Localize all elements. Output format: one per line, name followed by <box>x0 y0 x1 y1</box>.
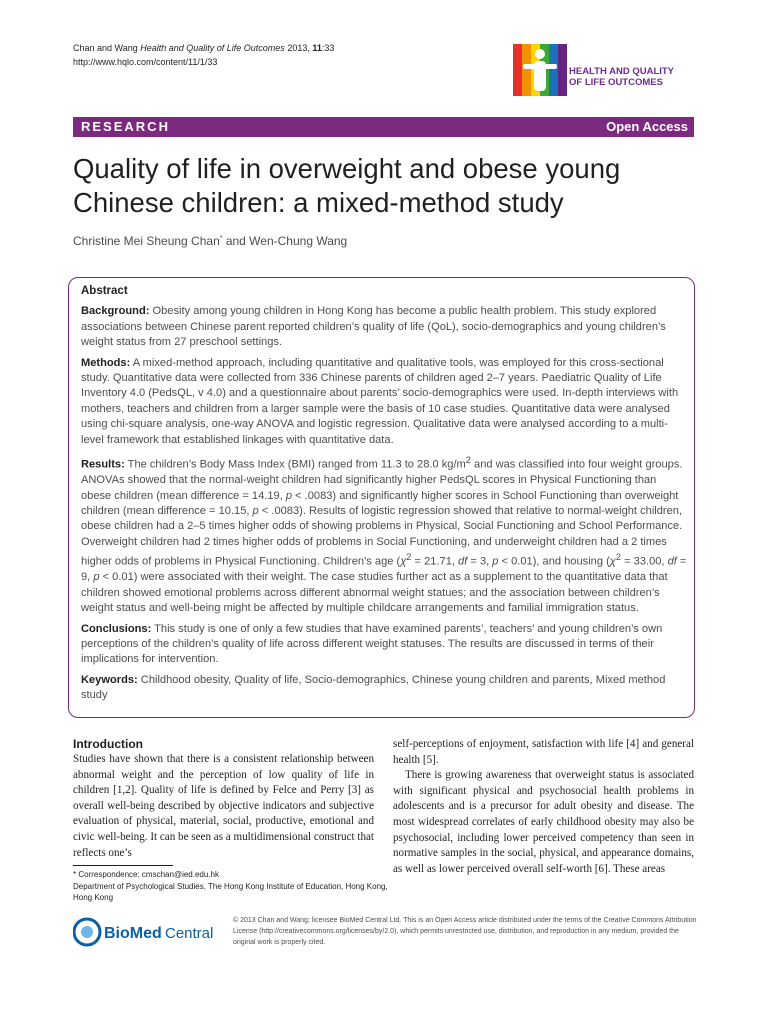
results-df-1: df <box>458 555 468 568</box>
results-p-3: p <box>492 555 499 568</box>
article-url[interactable]: http://www.hqlo.com/content/11/1/33 <box>73 57 218 67</box>
results-text-8: = 33.00, <box>621 555 668 568</box>
results-p-2: p <box>252 504 259 517</box>
results-chi-2-sup: 2 <box>615 552 621 563</box>
citation-journal: Health and Quality of Life Outcomes <box>140 43 285 53</box>
logo-stripe-blue <box>549 44 558 96</box>
author-list <box>73 234 347 248</box>
results-text-10: < 0.01) were associated with their weight. The case studies further act as a supplement to the quantitative data that children showed emotional problems across different abnormal weight statues; and the association between children’s weight status and well-being might be affected by multiple childcare arrangements and familial immigration status. <box>81 571 668 615</box>
results-p-4: p <box>93 571 100 584</box>
abstract-results <box>81 453 687 616</box>
corresponding-mark: * <box>219 235 223 242</box>
abstract-background <box>81 304 687 350</box>
intro-paragraph-1-cont: self-perceptions of enjoyment, satisfaction with life [4] and general health [5]. <box>393 738 694 766</box>
results-text-6: = 3, <box>467 555 493 568</box>
results-label: Results: <box>81 458 125 471</box>
results-text-9: = 9, <box>81 555 687 584</box>
footnote-rule <box>73 865 173 866</box>
abstract <box>81 284 687 709</box>
biomed-central-logo <box>73 915 223 949</box>
results-chi-1: χ <box>400 555 407 568</box>
citation-article: :33 <box>321 43 335 53</box>
body-column-right <box>393 737 694 877</box>
methods-label: Methods: <box>81 356 131 369</box>
bmc-logo-inner-dot-icon <box>81 926 93 938</box>
license-statement: © 2013 Chan and Wang; licensee BioMed Central Ltd. This is an Open Access article distributed under the terms of the Creative Commons Attribution License (http://creativecommons.org/licenses/by/2.0), which permits unrestricted use, distribution, and reproduction in any medium, provided the original work is properly cited. <box>233 917 697 946</box>
logo-stripe-red <box>513 44 522 96</box>
journal-logo-text <box>569 66 674 88</box>
results-text-5: = 21.71, <box>411 555 459 568</box>
footnote <box>73 869 393 904</box>
body-column-left <box>73 736 374 861</box>
citation-header <box>73 41 334 69</box>
intro-paragraph-1: Studies have shown that there is a consistent relationship between abnormal weight and the perception of low quality of life in children [1,2]. Quality of life is defined by Felce and Perry [3] as overall well-being described by objective indicators and subjective evaluation of physical, material, social, productive, emotional and civic well-being. It can be seen as a multidimensional construct that reflects one’s <box>73 753 374 859</box>
logo-stripe-purple <box>558 44 567 96</box>
author-1: Christine Mei Sheung Chan <box>73 234 220 248</box>
article-title <box>73 152 713 220</box>
results-text-1: The children’s Body Mass Index (BMI) ranged from 11.3 to 28.0 kg/m <box>124 458 466 471</box>
methods-text: A mixed-method approach, including quantitative and qualitative tools, was employed for this cross-sectional study. Quantitative data were collected from 336 Chinese parents of children aged 2–7 years. Paediatric Quality of Life Inventory 4.0 (PedsQL, v 4.0) and a questionnaire about parents’ socio-demographics were used. In-depth interviews with mothers, teachers and children from a larger sample were the basis of 10 case studies. Quantitative data were analysed using chi-square analysis, one-way ANOVA and logistic regression. Qualitative data were analysed according to a multi-level framework that established linkages with quantitative data. <box>81 356 679 446</box>
citation-year: 2013, <box>287 43 310 53</box>
conclusions-label: Conclusions: <box>81 622 152 635</box>
results-text-3: < .0083) and significantly higher scores in School Functioning than overweight children (mean difference = 10.15, <box>81 489 679 517</box>
results-df-2: df <box>667 555 677 568</box>
intro-paragraph-2: There is growing awareness that overweight status is associated with significant physical and psychosocial health problems in adolescents and is a precursor for adult obesity and disease. The most widespread correlates of early childhood obesity may also be psychosocial, including lower perceived competency than seen in normative samples in the social, physical, and appearance domains, as well as lower perceived overall self-worth [6]. These areas <box>393 769 694 875</box>
section-label: RESEARCH <box>81 119 170 134</box>
logo-stripe-orange <box>522 44 531 96</box>
keywords-text: Childhood obesity, Quality of life, Socio-demographics, Chinese young children and parents, Mixed method study <box>81 673 666 702</box>
bmc-logo-word-1: BioMed <box>104 925 162 942</box>
results-text-4: < .0083). Results of logistic regression showed that relative to normal-weight children, obese children had a 2–5 times higher odds of showing problems in Physical, Social Functioning and School Performance. Overweight children had 2 times higher odds of problems in Social Functioning, and underweight children had a 2 times higher odds of problems in Physical Functioning. Children’s age ( <box>81 504 683 568</box>
results-p-1: p <box>285 489 293 502</box>
correspondence[interactable]: * Correspondence: cmschan@ied.edu.hk <box>73 870 219 879</box>
citation-authors: Chan and Wang <box>73 43 138 53</box>
results-text-7: < 0.01), and housing ( <box>498 555 610 568</box>
conclusions-text: This study is one of only a few studies that have examined parents’, teachers’ and young children’s own perceptions of the children’s quality of life across different weight statuses. The results are discussed in terms of their implications for intervention. <box>81 622 663 666</box>
introduction-heading: Introduction <box>73 737 143 751</box>
results-sup: 2 <box>465 455 471 466</box>
open-access-label: Open Access <box>606 119 688 134</box>
bmc-logo-word-2: Central <box>165 925 214 942</box>
logo-figure-head-icon <box>535 49 545 59</box>
abstract-heading: Abstract <box>81 285 128 297</box>
affiliation: Department of Psychological Studies, The Hong Kong Institute of Education, Hong Kong, Hong Kong <box>73 881 388 902</box>
section-banner <box>73 117 694 137</box>
results-text-2: and was classified into four weight groups. ANOVAs showed that the normal-weight children had significantly higher PedsQL scores in Physical Functioning than obese children (mean difference = 14.19, <box>81 458 683 502</box>
results-chi-1-sup: 2 <box>406 552 412 563</box>
author-2: and Wen-Chung Wang <box>222 234 348 248</box>
title-line2: Chinese children: a mixed-method study <box>73 187 564 218</box>
abstract-keywords <box>81 673 687 704</box>
background-text: Obesity among young children in Hong Kong has become a public health problem. This study explored associations between Chinese parent reported children’s quality of life (QoL), socio-demographics and young children’s weight status from 27 preschool settings. <box>81 305 666 349</box>
results-chi-2: χ <box>609 555 616 568</box>
title-line1: Quality of life in overweight and obese young <box>73 153 621 184</box>
background-label: Background: <box>81 305 150 318</box>
journal-logo-line1: HEALTH AND QUALITY <box>569 66 675 77</box>
citation-volume: 11 <box>312 43 322 53</box>
journal-logo-line2: OF LIFE OUTCOMES <box>569 77 663 88</box>
logo-figure-arms-icon <box>523 64 557 69</box>
abstract-conclusions <box>81 622 687 668</box>
abstract-methods <box>81 356 687 448</box>
keywords-label: Keywords: <box>81 673 138 686</box>
